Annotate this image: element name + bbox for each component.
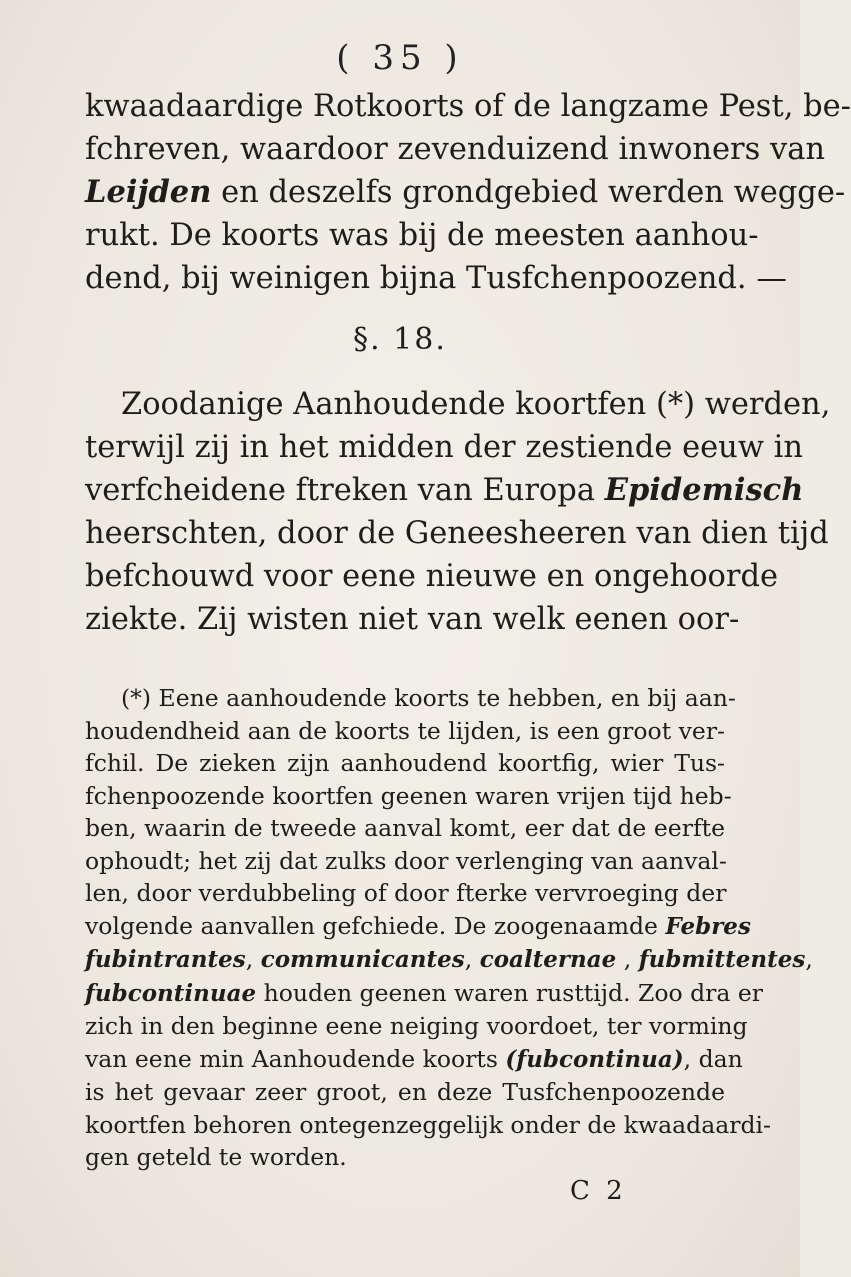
text-line: [85, 171, 846, 214]
text-fragment: , dan: [683, 1044, 743, 1073]
term-fubintrantes: fubintrantes: [85, 946, 246, 973]
footnote-line: [85, 943, 813, 977]
text-line: kwaadaardige Rotkoorts of de langzame Pest, be-: [85, 89, 851, 124]
footnote-line: fchil. De zieken zijn aanhoudend koortfig, wier Tus-: [85, 749, 725, 777]
term-fubcontinua: (fubcontinua): [505, 1045, 684, 1073]
footnote-line: [85, 1043, 743, 1077]
footnote-line: (*) Eene aanhoudende koorts te hebben, en bij aan-: [121, 684, 736, 712]
text-fragment: houden geenen waren rusttijd. Zoo dra er: [256, 978, 764, 1007]
text-line: dend, bij weinigen bijna Tusfchenpoozend. —: [85, 261, 787, 296]
text-fragment: en deszelfs grondgebied werden wegge-: [211, 175, 846, 210]
footnote-line: ben, waarin de tweede aanval komt, eer dat de eerfte: [85, 814, 725, 842]
footnote-line: is het gevaar zeer groot, en deze Tusfchenpoozende: [85, 1078, 725, 1106]
place-name-leijden: Leijden: [85, 174, 212, 210]
footnote-line: len, door verdubbeling of door fterke vervroeging der: [85, 879, 727, 907]
text-fragment: van eene min Aanhoudende koorts: [85, 1044, 506, 1073]
text-fragment: ,: [805, 945, 813, 973]
footnote: [85, 682, 813, 1174]
text-line: ziekte. Zij wisten niet van welk eenen oor-: [85, 602, 740, 637]
footnote-line: fchenpoozende koortfen geenen waren vrijen tijd heb-: [85, 781, 732, 810]
text-fragment: ,: [464, 945, 480, 973]
paragraph-section-18: [85, 383, 831, 641]
term-communicantes: communicantes: [260, 946, 465, 973]
text-line: terwijl zij in het midden der zestiende eeuw in: [85, 430, 804, 465]
footnote-line: [85, 910, 751, 944]
section-heading: §. 18.: [353, 322, 447, 357]
footnote-line: houdendheid aan de koorts te lijden, is een groot ver-: [85, 716, 725, 745]
footnote-line: zich in den beginne eene neiging voordoet, ter vorming: [85, 1012, 748, 1040]
term-fubcontinuae: fubcontinuae: [85, 979, 257, 1007]
text-line: [85, 469, 804, 512]
text-fragment: ,: [616, 945, 639, 973]
term-fubmittentes: fubmittentes: [638, 946, 806, 973]
text-line: befchouwd voor eene nieuwe en ongehoorde: [85, 559, 779, 594]
footnote-line: ophoudt; het zij dat zulks door verlenging van aanval-: [85, 846, 727, 875]
text-fragment: verfcheidene ftreken van Europa: [85, 473, 605, 508]
text-line: rukt. De koorts was bij de meesten aanhou-: [85, 218, 759, 253]
text-line: Zoodanige Aanhoudende koortfen (*) werden,: [121, 387, 831, 422]
text-line: heerschten, door de Geneesheeren van dien tijd: [85, 516, 829, 551]
text-fragment: volgende aanvallen gefchiede. De zoogenaamde: [85, 911, 666, 940]
footnote-line: [85, 977, 764, 1011]
text-fragment: ,: [245, 945, 261, 973]
footnote-line: koortfen behoren ontegenzeggelijk onder de kwaadaardi-: [85, 1110, 771, 1139]
emphasis-epidemisch: Epidemisch: [604, 472, 804, 508]
signature-mark: C 2: [570, 1176, 627, 1206]
paragraph-continuation: [85, 85, 851, 300]
text-line: fchreven, waardoor zevenduizend inwoners van: [85, 132, 826, 167]
page-number: ( 35 ): [336, 38, 464, 78]
footnote-line: gen geteld te worden.: [85, 1143, 347, 1171]
term-coalternae: coalternae: [479, 946, 617, 973]
term-febres: Febres: [665, 912, 751, 940]
